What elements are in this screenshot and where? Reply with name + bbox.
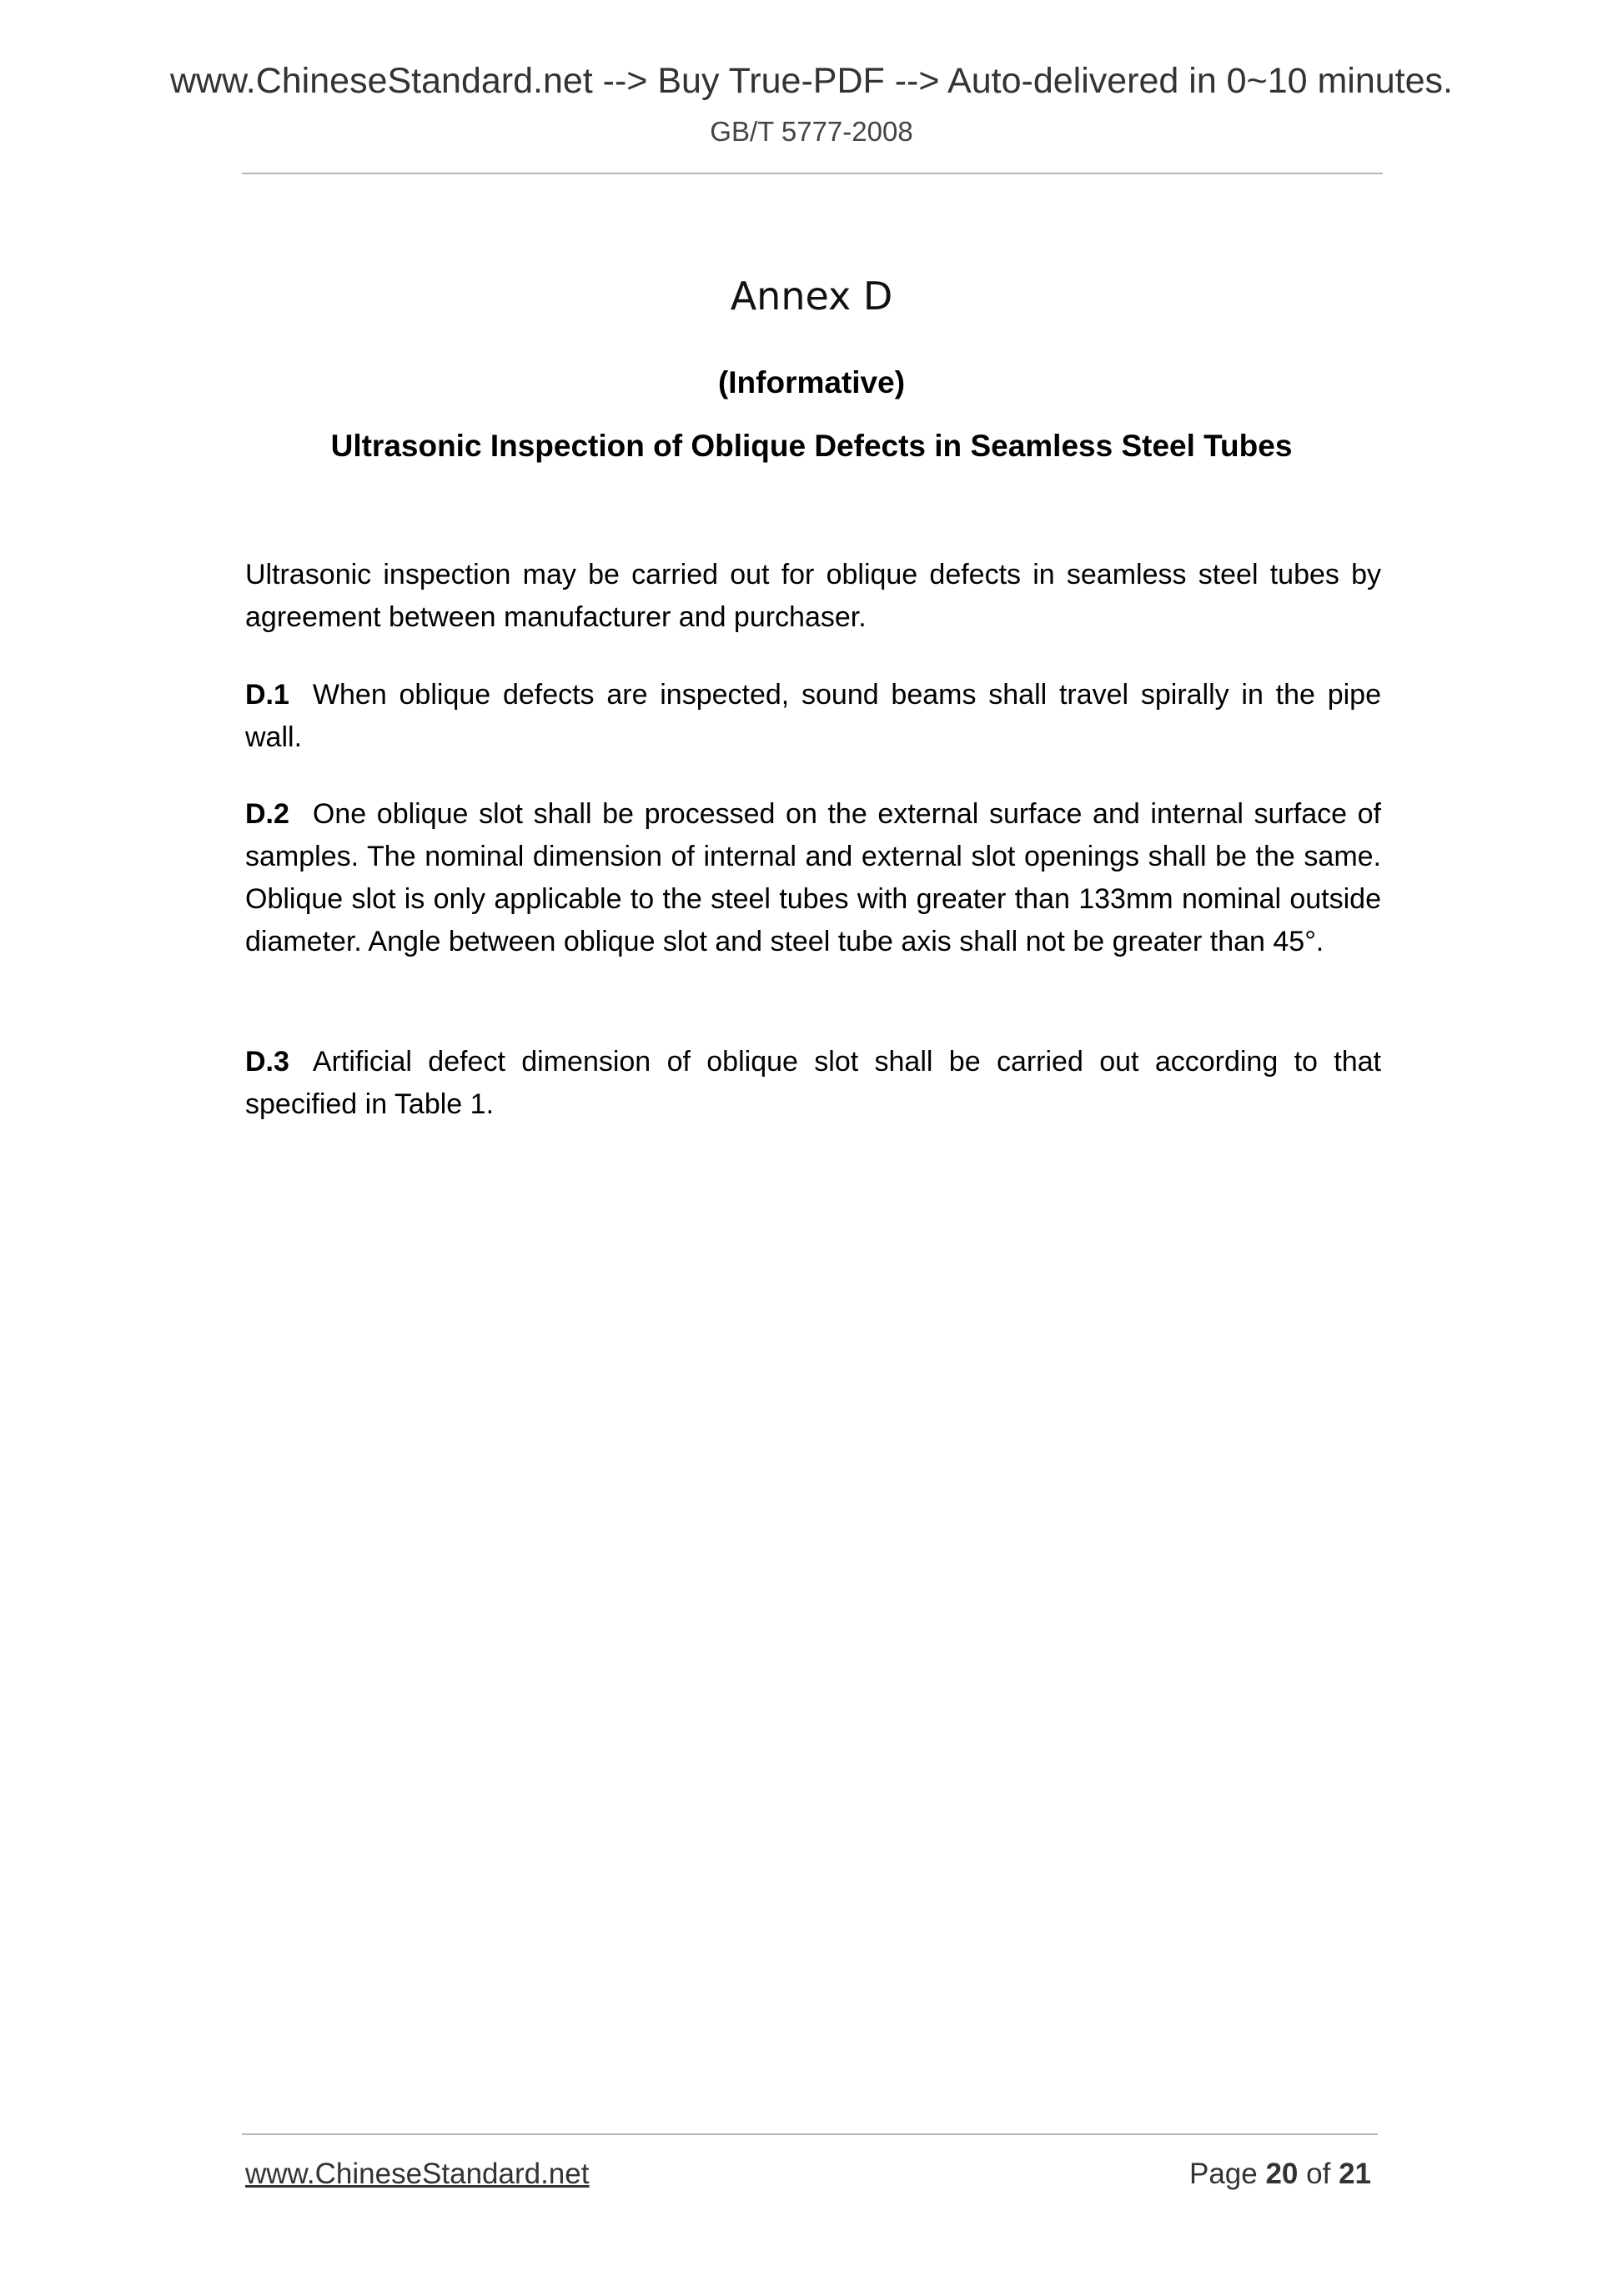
intro-paragraph: Ultrasonic inspection may be carried out for oblique defects in seamless steel tubes by agreement between manufacturer and purchaser. bbox=[245, 559, 1381, 633]
clause-number: D.2 bbox=[245, 798, 289, 830]
clause-d1 bbox=[245, 674, 1381, 759]
clause-d3 bbox=[245, 1041, 1381, 1126]
clause-number: D.3 bbox=[245, 1046, 289, 1078]
header-standard-code: GB/T 5777-2008 bbox=[710, 116, 913, 147]
footer-divider bbox=[242, 2133, 1378, 2135]
annex-title: Annex D bbox=[730, 274, 893, 319]
page-of: of bbox=[1306, 2158, 1331, 2190]
annex-heading: Ultrasonic Inspection of Oblique Defects in Seamless Steel Tubes bbox=[330, 429, 1293, 463]
clause-text: When oblique defects are inspected, sound beams shall travel spirally in the pipe wall. bbox=[245, 679, 1381, 753]
clause-number: D.1 bbox=[245, 679, 289, 711]
page-number bbox=[1189, 2159, 1371, 2188]
page-total: 21 bbox=[1339, 2158, 1371, 2190]
header-divider bbox=[242, 173, 1383, 174]
clause-text: One oblique slot shall be processed on the external surface and internal surface of samples. The nominal dimension of internal and external slot openings shall be the same. Oblique slot is only applicable to the steel tubes with greater than 133mm nominal outside diameter. Angle between oblique slot and steel tube axis shall not be greater than 45°. bbox=[245, 798, 1381, 957]
clause-d2 bbox=[245, 793, 1381, 963]
annex-type: (Informative) bbox=[717, 365, 906, 399]
header-promo-text: www.ChineseStandard.net --> Buy True-PDF --> Auto-delivered in 0~10 minutes. bbox=[169, 61, 1453, 101]
footer-website-link[interactable]: www.ChineseStandard.net bbox=[245, 2158, 590, 2190]
clause-text: Artificial defect dimension of oblique slot shall be carried out according to that specified in Table 1. bbox=[245, 1046, 1381, 1120]
page-current: 20 bbox=[1265, 2158, 1299, 2190]
page-word: Page bbox=[1188, 2158, 1258, 2190]
